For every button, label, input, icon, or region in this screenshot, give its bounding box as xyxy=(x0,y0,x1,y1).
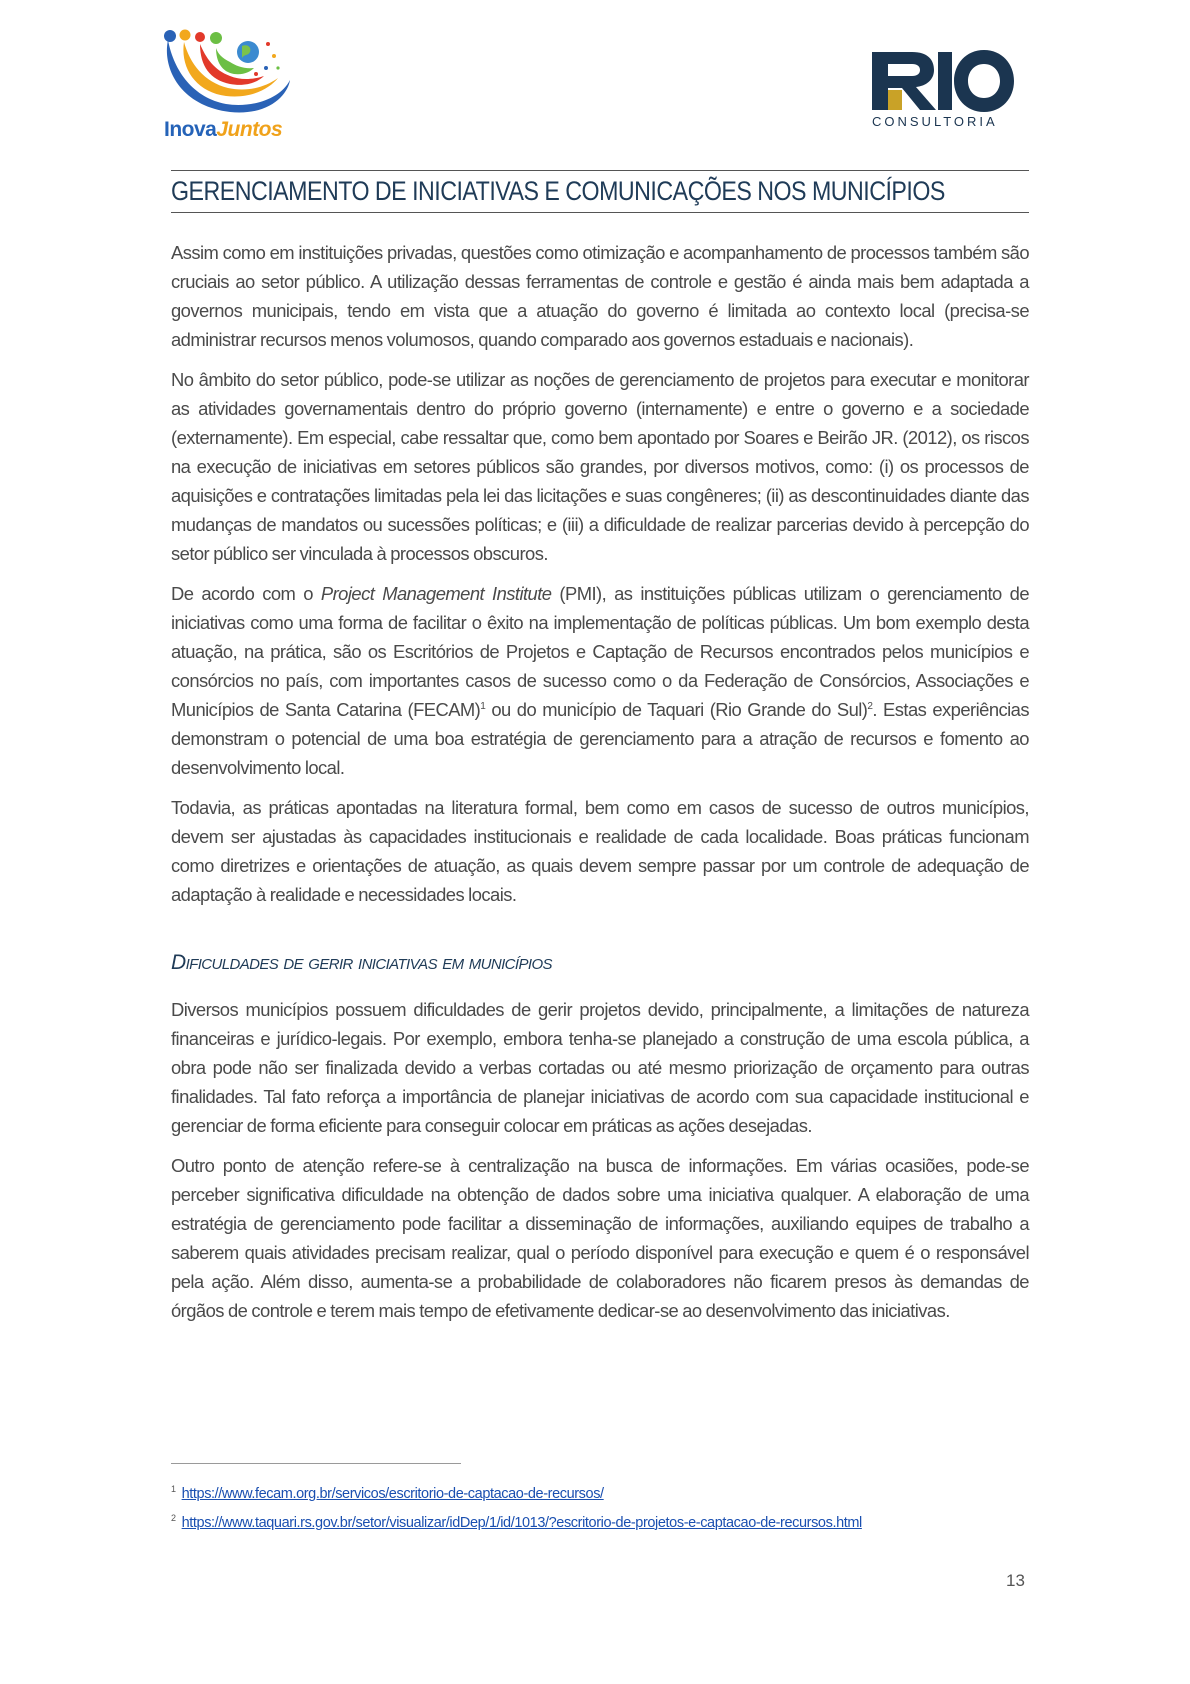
section-body xyxy=(171,995,1029,1336)
footnote-2-link[interactable]: https://www.taquari.rs.gov.br/setor/visualizar/idDep/1/id/1013/?escritorio-de-projetos-e-captacao-de-recursos.html xyxy=(181,1514,862,1531)
r10-consultoria-logo xyxy=(868,46,1018,136)
paragraph-3: De acordo com o Project Management Institute (PMI), as instituições públicas utilizam o gerenciamento de iniciativas como uma forma de facilitar o êxito na implementação de políticas públicas. Um bom exemplo desta atuação, na prática, são os Escritórios de Projetos e Captação de Recursos encontrados pelos municípios e consórcios no país, com importantes casos de sucesso como o da Federação de Consórcios, Associações e Municípios de Santa Catarina (FECAM)$^1$ ou do município de Taquari (Rio Grande do Sul)$^2$. Estas experiências demonstram o potencial de uma boa estratégia de gerenciamento para a atração de recursos e fomento ao desenvolvimento local. xyxy=(171,583,1030,778)
footnotes xyxy=(171,1477,1029,1535)
footnote-ref-2[interactable]: 2 xyxy=(867,700,873,712)
pmi-name: Project Management Institute xyxy=(320,583,552,604)
intro-body xyxy=(171,238,1029,920)
footnote-2: $^2$ https://www.taquari.rs.gov.br/setor/visualizar/idDep/1/id/1013/?escritorio-de-projetos-e-captacao-de-recursos.html xyxy=(171,1512,862,1531)
consultoria-label: CONSULTORIA xyxy=(872,114,998,129)
footnote-ref-1[interactable]: 1 xyxy=(480,700,486,712)
footnote-separator xyxy=(171,1463,461,1464)
page-title: GERENCIAMENTO DE INICIATIVAS E COMUNICAÇÕES NOS MUNICÍPIOS xyxy=(171,176,945,206)
paragraph-6: Outro ponto de atenção refere-se à centralização na busca de informações. Em várias ocasiões, pode-se perceber significativa dificuldade na obtenção de dados sobre uma iniciativa qualquer. A elaboração de uma estratégia de gerenciamento pode facilitar a disseminação de informações, auxiliando equipes de trabalho a saberem quais atividades precisam realizar, qual o período disponível para execução e quem é o responsável pela ação. Além disso, aumenta-se a probabilidade de colaboradores não ficarem presos às demandas de órgãos de controle e terem mais tempo de efetivamente dedicar-se ao desenvolvimento das iniciativas. xyxy=(171,1155,1029,1321)
paragraph-5: Diversos municípios possuem dificuldades de gerir projetos devido, principalmente, a limitações de natureza financeiras e jurídico-legais. Por exemplo, embora tenha-se planejado a construção de uma escola pública, a obra pode não ser finalizada devido a verbas cortadas ou até mesmo priorização de orçamento para outras finalidades. Tal fato reforça a importância de planejar iniciativas de acordo com sua capacidade institucional e gerenciar de forma eficiente para conseguir colocar em práticas as ações desejadas. xyxy=(171,999,1029,1136)
paragraph-4: Todavia, as práticas apontadas na literatura formal, bem como em casos de sucesso de outros municípios, devem ser ajustadas às capacidades institucionais e realidade de cada localidade. Boas práticas funcionam como diretrizes e orientações de atuação, as quais devem sempre passar por um controle de adequação de adaptação à realidade e necessidades locais. xyxy=(171,797,1029,905)
inovajuntos-logo xyxy=(160,28,300,143)
page-number: 13 xyxy=(1006,1571,1025,1590)
title-top-rule xyxy=(171,170,1029,171)
section-heading: Dificuldades de gerir iniciativas em municípios xyxy=(171,951,552,974)
footnote-1: $^1$ https://www.fecam.org.br/servicos/escritorio-de-captacao-de-recursos/ xyxy=(171,1484,604,1502)
paragraph-1: Assim como em instituições privadas, questões como otimização e acompanhamento de processos também são cruciais ao setor público. A utilização dessas ferramentas de controle e gestão é ainda mais bem adaptada a governos municipais, tendo em vista que a atuação do governo é limitada ao contexto local (precisa-se administrar recursos menos volumosos, quando comparado aos governos estaduais e nacionais). xyxy=(171,242,1029,350)
footnote-1-link[interactable]: https://www.fecam.org.br/servicos/escritorio-de-captacao-de-recursos/ xyxy=(181,1485,604,1502)
paragraph-2: No âmbito do setor público, pode-se utilizar as noções de gerenciamento de projetos para executar e monitorar as atividades governamentais dentro do próprio governo (internamente) e entre o governo e a sociedade (externamente). Em especial, cabe ressaltar que, como bem apontado por Soares e Beirão JR. (2012), os riscos na execução de iniciativas em setores públicos são grandes, por diversos motivos, como: (i) os processos de aquisições e contratações limitadas pela lei das licitações e suas congêneres; (ii) as descontinuidades diante das mudanças de mandatos ou sucessões políticas; e (iii) a dificuldade de realizar parcerias devido à percepção do setor público ser vinculada à processos obscuros. xyxy=(171,369,1029,564)
r10-logo-icon xyxy=(868,46,1018,112)
inovajuntos-emblem-icon xyxy=(160,28,300,120)
inovajuntos-wordmark: InovaJuntos xyxy=(164,118,283,141)
title-bottom-rule xyxy=(171,212,1029,213)
